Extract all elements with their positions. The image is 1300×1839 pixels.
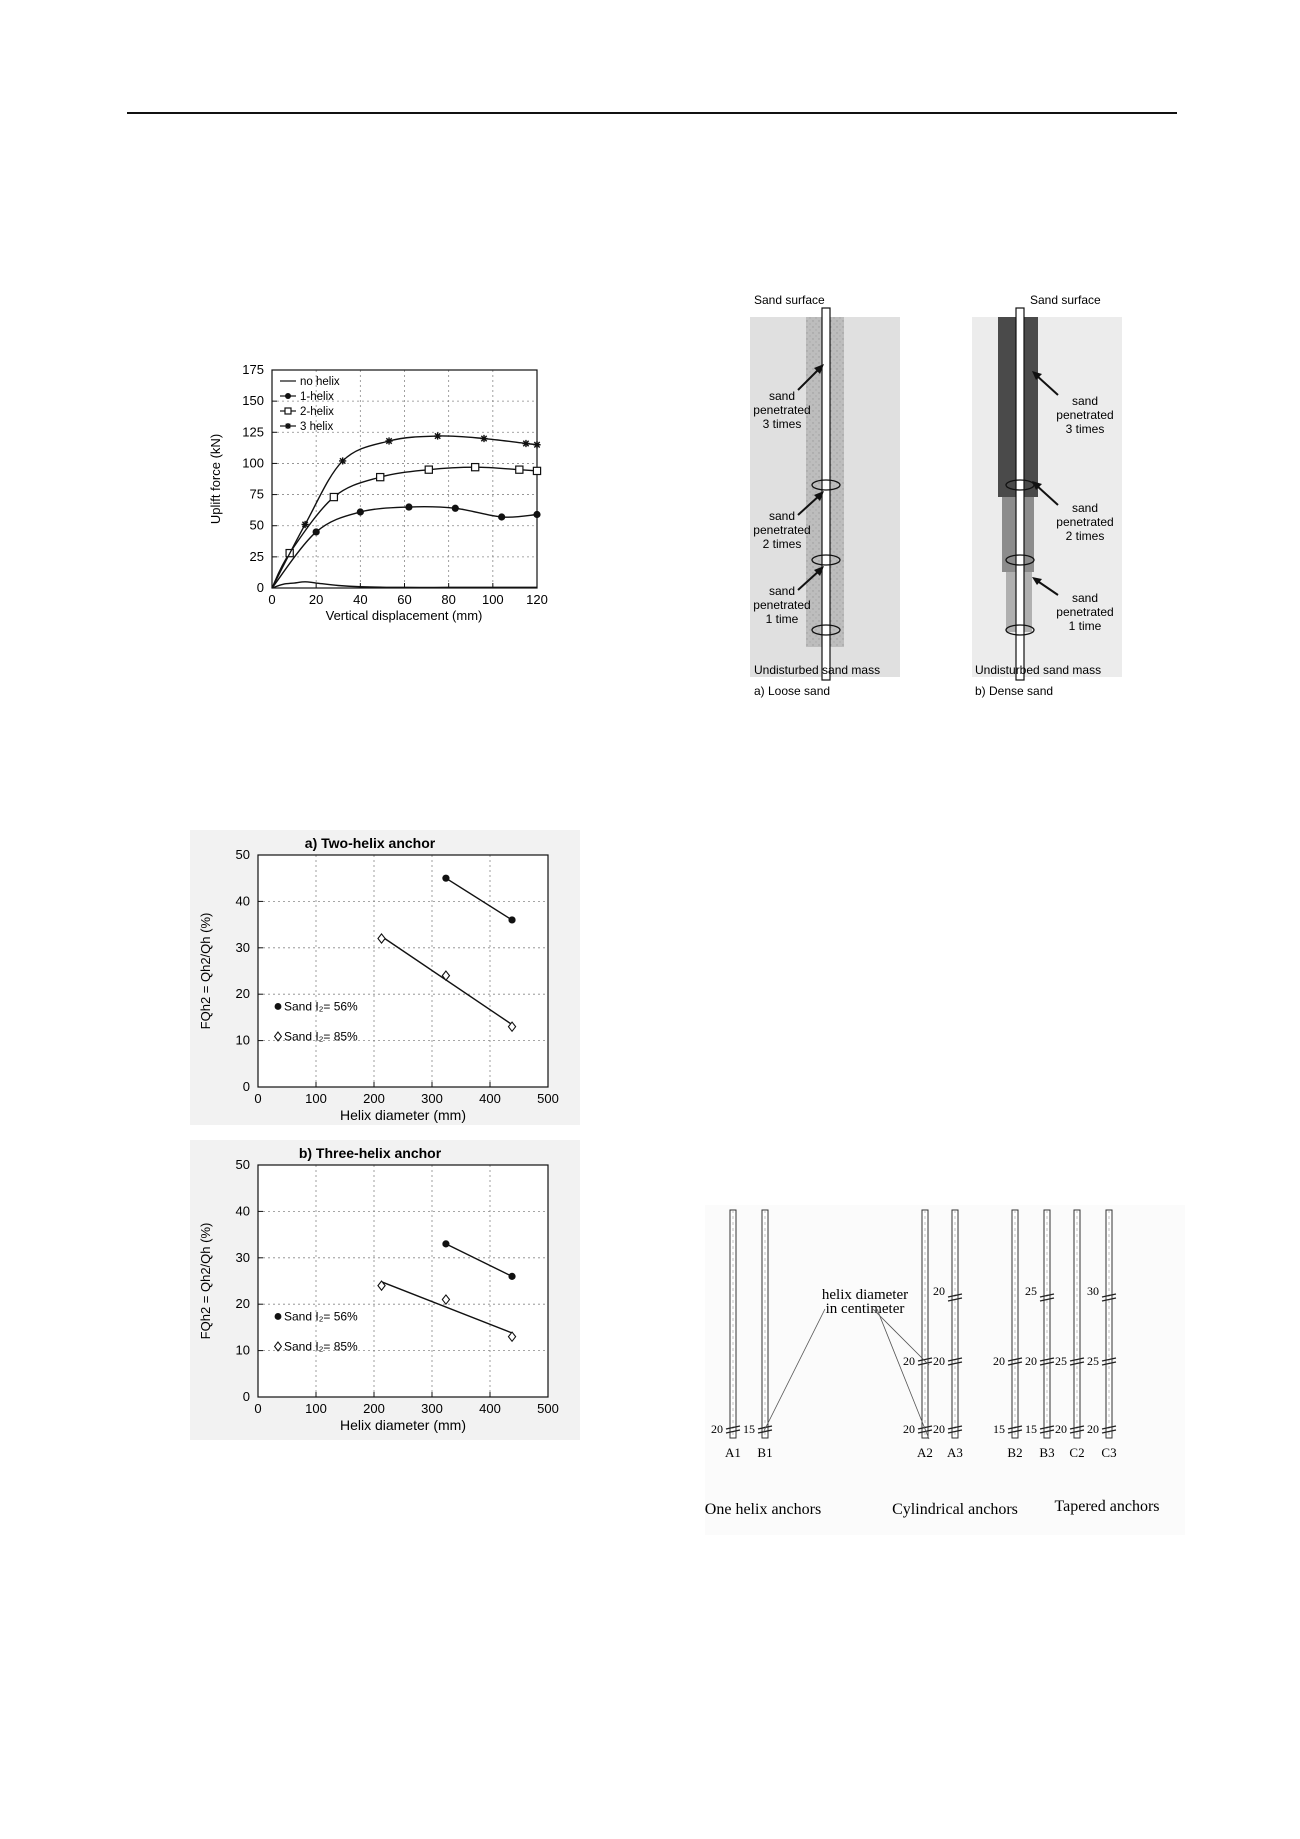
helix-diameter-label: 15: [993, 1422, 1005, 1436]
y-tick-label: 125: [242, 424, 264, 440]
anchor-id-label: B1: [757, 1445, 773, 1460]
label-line: sand: [1071, 394, 1099, 408]
x-tick-label: 40: [353, 592, 368, 607]
label-line: sand: [1071, 501, 1099, 515]
label-line: in centimeter: [825, 1301, 905, 1317]
data-point: [285, 423, 291, 429]
legend-label: Sand I₂= 85%: [284, 1339, 358, 1354]
data-point: [434, 432, 441, 439]
y-axis-label: FQh2 = Qh2/Qh (%): [198, 1222, 213, 1340]
y-tick-label: 100: [242, 455, 264, 471]
helix-diameter-label: 25: [1087, 1354, 1099, 1368]
data-point: [508, 1273, 515, 1280]
helix-diameter-label: 25: [1025, 1284, 1037, 1298]
helix-diameter-label: 20: [903, 1354, 915, 1368]
y-tick-label: 30: [235, 1249, 250, 1265]
label-line: sand: [768, 389, 796, 403]
anchor-configurations-diagram: [705, 1205, 1185, 1535]
data-point: [498, 513, 505, 520]
helix-diameter-label: 25: [1055, 1354, 1067, 1368]
data-point: [442, 875, 449, 882]
sand-surface-label: Sand surface: [754, 293, 825, 307]
data-point: [377, 474, 384, 481]
y-tick-label: 20: [235, 1296, 250, 1312]
x-tick-label: 0: [254, 1091, 262, 1106]
y-tick-label: 50: [249, 517, 264, 533]
data-point: [357, 508, 364, 515]
data-point: [330, 493, 337, 500]
y-tick-label: 10: [235, 1032, 250, 1048]
label-line: penetrated: [1056, 605, 1114, 619]
x-tick-label: 60: [397, 592, 412, 607]
chart-legend: [280, 376, 340, 433]
y-tick-label: 20: [235, 986, 250, 1002]
data-point: [533, 467, 540, 474]
y-tick-label: 30: [235, 939, 250, 955]
anchor-id-label: A3: [947, 1445, 963, 1460]
helix-diameter-note: [822, 1287, 908, 1317]
y-axis-label: Uplift force (kN): [208, 433, 223, 525]
anchor-id-label: B3: [1039, 1445, 1055, 1460]
panel-caption: b) Dense sand: [975, 684, 1054, 698]
sand-surface-label: Sand surface: [1030, 293, 1101, 307]
helix-diameter-label: 20: [1087, 1422, 1099, 1436]
data-point: [516, 466, 523, 473]
y-tick-label: 10: [235, 1342, 250, 1358]
loose-sand-panel: [750, 293, 900, 698]
chart-series: [272, 432, 541, 588]
x-tick-label: 500: [537, 1401, 559, 1416]
label-line: sand: [768, 509, 796, 523]
header-rule: [127, 112, 1177, 114]
helix-diameter-label: 20: [993, 1354, 1005, 1368]
y-tick-label: 75: [249, 486, 264, 502]
plot-background: [258, 1165, 548, 1397]
y-tick-label: 25: [249, 548, 264, 564]
undisturbed-label: Undisturbed sand mass: [975, 663, 1102, 677]
data-point: [442, 1240, 449, 1247]
anchor-shaft: [822, 308, 830, 680]
helix-diameter-label: 15: [743, 1422, 755, 1436]
data-point: [480, 435, 487, 442]
label-line: penetrated: [1056, 515, 1114, 529]
helix-diameter-label: 20: [933, 1422, 945, 1436]
data-point: [533, 441, 540, 448]
label-line: 3 times: [1065, 422, 1105, 436]
data-point: [472, 464, 479, 471]
label-line: helix diameter: [821, 1287, 909, 1303]
label-line: penetrated: [753, 403, 811, 417]
x-tick-label: 0: [268, 592, 276, 607]
panel-caption: a) Loose sand: [754, 684, 831, 698]
helix-diameter-label: 20: [933, 1354, 945, 1368]
data-point: [275, 1003, 282, 1010]
legend-label: no helix: [300, 376, 340, 388]
label-line: 2 times: [1065, 529, 1105, 543]
data-point: [313, 528, 320, 535]
y-tick-label: 175: [242, 362, 264, 377]
data-point: [385, 437, 392, 444]
anchor-id-label: C2: [1069, 1445, 1085, 1460]
data-point: [452, 505, 459, 512]
data-point: [285, 393, 291, 399]
label-line: sand: [768, 584, 796, 598]
y-tick-label: 40: [235, 1203, 250, 1219]
uplift-chart: [200, 355, 560, 645]
legend-label: Sand I₂= 56%: [284, 999, 358, 1014]
x-tick-label: 200: [363, 1091, 385, 1106]
data-point: [533, 511, 540, 518]
data-point: [275, 1313, 282, 1320]
undisturbed-label: Undisturbed sand mass: [754, 663, 881, 677]
data-point: [405, 503, 412, 510]
legend-label: 1-helix: [300, 391, 334, 403]
x-tick-label: 100: [305, 1401, 327, 1416]
y-tick-label: 0: [256, 580, 264, 595]
helix-diameter-label: 30: [1087, 1284, 1099, 1298]
two-helix-chart: [190, 830, 580, 1125]
label-line: penetrated: [1056, 408, 1114, 422]
legend-label: 3 helix: [300, 421, 334, 433]
y-tick-label: 50: [235, 847, 250, 862]
y-axis-label: FQh2 = Qh2/Qh (%): [198, 912, 213, 1030]
x-tick-label: 0: [254, 1401, 262, 1416]
x-axis-label: Vertical displacement (mm): [325, 608, 483, 623]
x-axis-label: Helix diameter (mm): [339, 1107, 467, 1123]
helix-diameter-label: 20: [1025, 1354, 1037, 1368]
label-line: 2 times: [762, 537, 802, 551]
anchor-id-label: A2: [917, 1445, 933, 1460]
data-point: [302, 521, 309, 528]
anchor-shaft: [1016, 308, 1024, 680]
three-helix-chart: [190, 1140, 580, 1440]
anchor-id-label: B2: [1007, 1445, 1023, 1460]
x-tick-label: 100: [305, 1091, 327, 1106]
x-tick-label: 400: [479, 1401, 501, 1416]
legend-label: Sand I₂= 85%: [284, 1029, 358, 1044]
data-point: [285, 408, 291, 414]
label-line: sand: [1071, 591, 1099, 605]
group-label: Cylindrical anchors: [892, 1501, 1018, 1518]
helix-diameter-label: 15: [1025, 1422, 1037, 1436]
group-label: Tapered anchors: [1054, 1498, 1160, 1515]
data-point: [339, 457, 346, 464]
penetration-diagram: [740, 290, 1160, 710]
x-tick-label: 200: [363, 1401, 385, 1416]
helix-diameter-label: 20: [933, 1284, 945, 1298]
helix-diameter-label: 20: [711, 1422, 723, 1436]
helix-diameter-label: 20: [1055, 1422, 1067, 1436]
x-tick-label: 100: [481, 592, 504, 607]
y-tick-label: 0: [242, 1079, 250, 1094]
data-point: [425, 466, 432, 473]
group-label: One helix anchors: [705, 1501, 822, 1518]
y-tick-label: 50: [235, 1157, 250, 1172]
anchor-id-label: C3: [1101, 1445, 1117, 1460]
chart-title: a) Two-helix anchor: [304, 835, 436, 851]
label-line: 1 time: [765, 612, 799, 626]
plot-background: [258, 855, 548, 1087]
data-point: [522, 440, 529, 447]
x-tick-label: 20: [308, 592, 324, 607]
x-tick-label: 80: [441, 592, 456, 607]
legend-label: Sand I₂= 56%: [284, 1309, 358, 1324]
dense-sand-panel: [972, 293, 1122, 698]
anchor-id-label: A1: [725, 1445, 741, 1460]
x-axis-label: Helix diameter (mm): [339, 1417, 467, 1433]
y-tick-label: 150: [242, 393, 264, 409]
chart-title: b) Three-helix anchor: [298, 1145, 442, 1161]
x-tick-label: 300: [421, 1091, 443, 1106]
x-tick-label: 500: [537, 1091, 559, 1106]
label-line: 1 time: [1068, 619, 1102, 633]
helix-diameter-label: 20: [903, 1422, 915, 1436]
x-tick-label: 300: [421, 1401, 443, 1416]
y-tick-label: 0: [242, 1389, 250, 1404]
y-tick-label: 40: [235, 893, 250, 909]
x-tick-label: 400: [479, 1091, 501, 1106]
label-line: penetrated: [753, 523, 811, 537]
diagram-background: [705, 1205, 1185, 1535]
label-line: penetrated: [753, 598, 811, 612]
data-point: [508, 916, 515, 923]
label-line: 3 times: [762, 417, 802, 431]
x-tick-label: 120: [526, 592, 548, 607]
legend-label: 2-helix: [300, 406, 334, 418]
